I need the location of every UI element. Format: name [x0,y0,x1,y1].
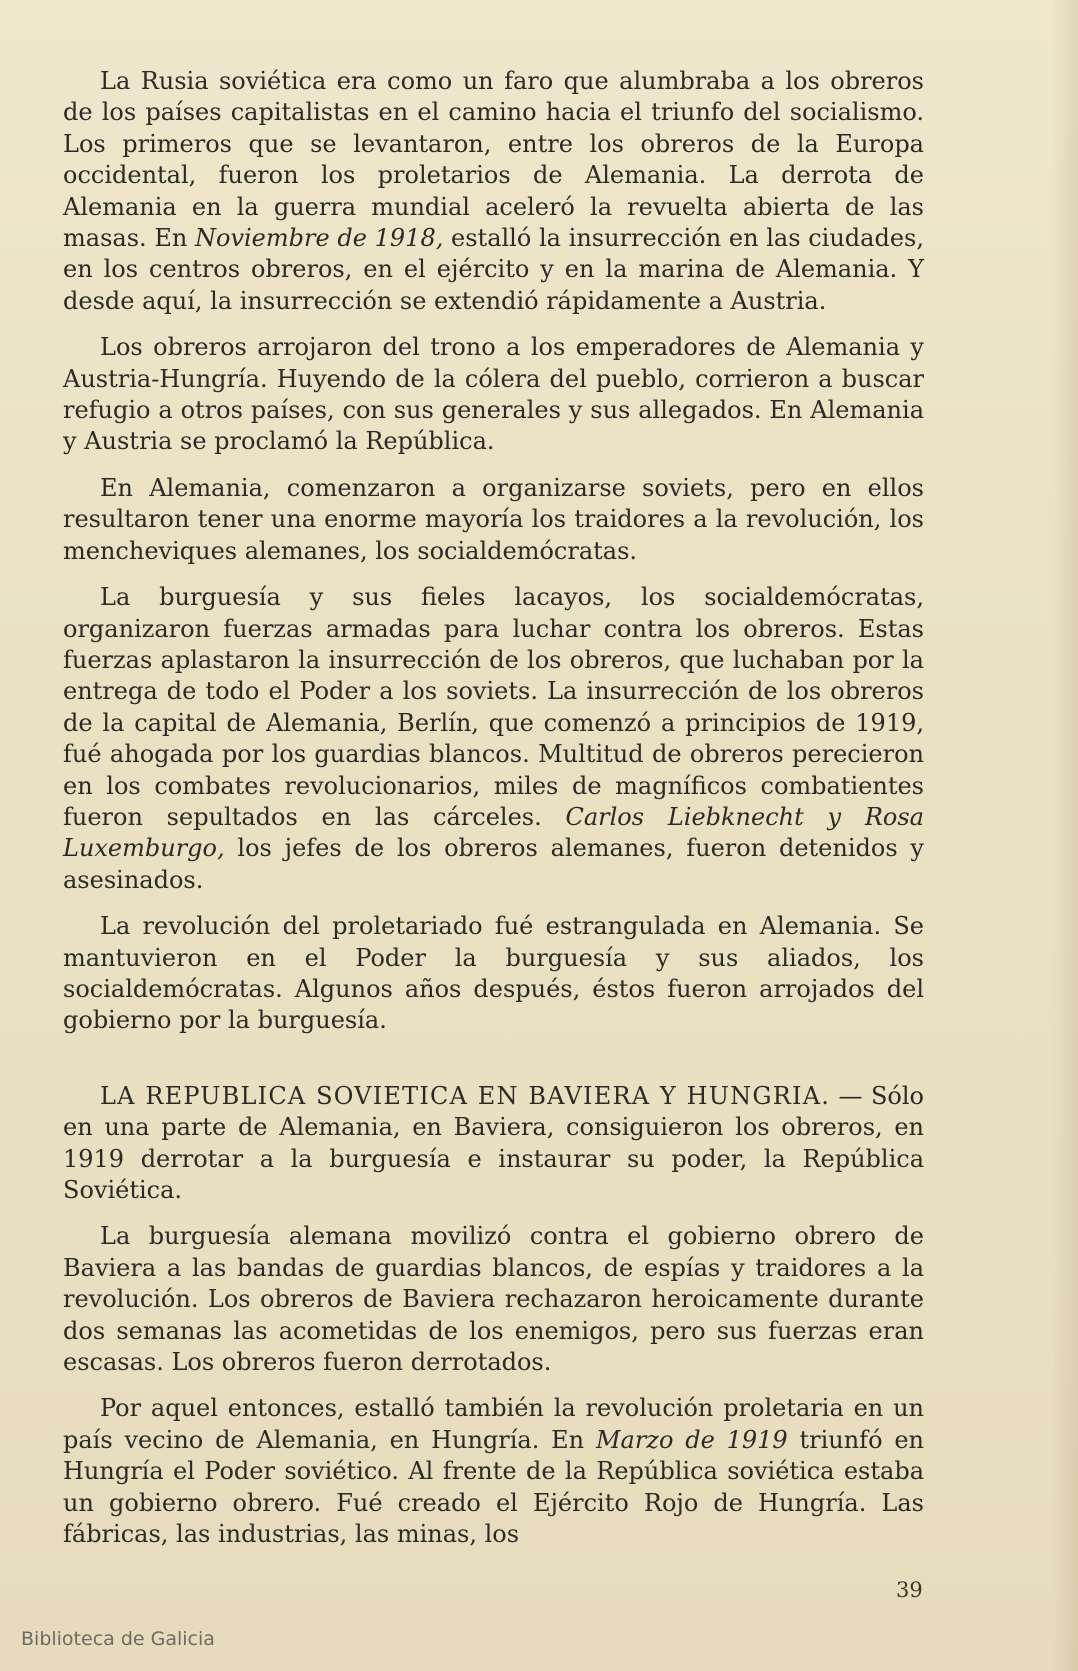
text-segment: Los obreros arrojaron del trono a los emperadores de Alemania y Austria-Hungría. Huyendo de la cólera del pueblo, corrieron a buscar refugio a otros países, con sus generales y sus allegados. En Alemania y Austria se proclamó la República. [63,333,924,456]
paragraph [63,473,924,567]
text-segment: — Sólo en una parte de Alemania, en Baviera, consiguieron los obreros, en 1919 derrotar a la burguesía e instaurar su poder, la República Soviética. [63,1081,924,1204]
paragraph [63,582,924,896]
paragraph [63,1393,924,1550]
page-number: 39 [896,1578,923,1602]
paragraph [63,66,924,317]
text-segment: La burguesía alemana movilizó contra el gobierno obrero de Baviera a las bandas de guardias blancos, de espías y traidores a la revolución. Los obreros de Baviera rechazaron heroicamente durante dos semanas las acometidas de los enemigos, pero sus fuerzas eran escasas. Los obreros fueron derrotados. [63,1222,924,1377]
text-segment: En Alemania, comenzaron a organizarse soviets, pero en ellos resultaron tener una enorme mayoría los traidores a la revolución, los mencheviques alemanes, los socialdemócratas. [63,473,924,565]
paragraph [63,332,924,458]
body-text [63,66,924,1565]
text-segment: La Rusia soviética era como un faro que alumbraba a los obreros de los países capitalistas en el camino hacia el triunfo del socialismo. Los primeros que se levantaron, entre los obreros de la Europa occidental, fueron los proletarios de Alemania. La derrota de Alemania en la guerra mundial aceleró la revuelta abierta de las masas. En [63,67,924,253]
italic-names: Carlos Liebknecht y Rosa Luxemburgo, [63,802,924,863]
text-segment: estalló la insurrección en las ciudades, en los centros obreros, en el ejército y en la marina de Alemania. Y desde aquí, la insurrección se extendió rápidamente a Austria. [63,224,924,315]
paragraph [63,911,924,1037]
text-segment: los jefes de los obreros alemanes, fueron detenidos y asesinados. [63,834,924,894]
italic-date: Marzo de 1919 [595,1425,788,1454]
text-segment: La burguesía y sus fieles lacayos, los socialdemócratas, organizaron fuerzas armadas para luchar contra los obreros. Estas fuerzas aplastaron la insurrección de los obreros, que luchaban por la entrega de todo el Poder a los soviets. La insurrección de los obreros de la capital de Alemania, Berlín, que comenzó a principios de 1919, fué ahogada por los guardias blancos. Multitud de obreros perecieron en los combates revolucionarios, miles de magníficos combatientes fueron sepultados en las cárceles. [63,583,924,831]
paragraph [63,1221,924,1378]
text-segment: Por aquel entonces, estalló también la revolución proletaria en un país vecino de Alemania, en Hungría. En [63,1394,924,1454]
library-watermark: Biblioteca de Galicia [21,1628,215,1650]
section-heading: LA REPUBLICA SOVIETICA EN BAVIERA Y HUNGRIA. [100,1081,831,1110]
section-paragraph [63,1081,924,1207]
text-segment: La revolución del proletariado fué estrangulada en Alemania. Se mantuvieron en el Poder la burguesía y sus aliados, los socialdemócratas. Algunos años después, éstos fueron arrojados del gobierno por la burguesía. [63,912,924,1035]
text-segment: triunfó en Hungría el Poder soviético. Al frente de la República soviética estaba un gobierno obrero. Fué creado el Ejército Rojo de Hungría. Las fábricas, las industrias, las minas, los [63,1425,924,1549]
italic-date: Noviembre de 1918, [195,224,444,253]
